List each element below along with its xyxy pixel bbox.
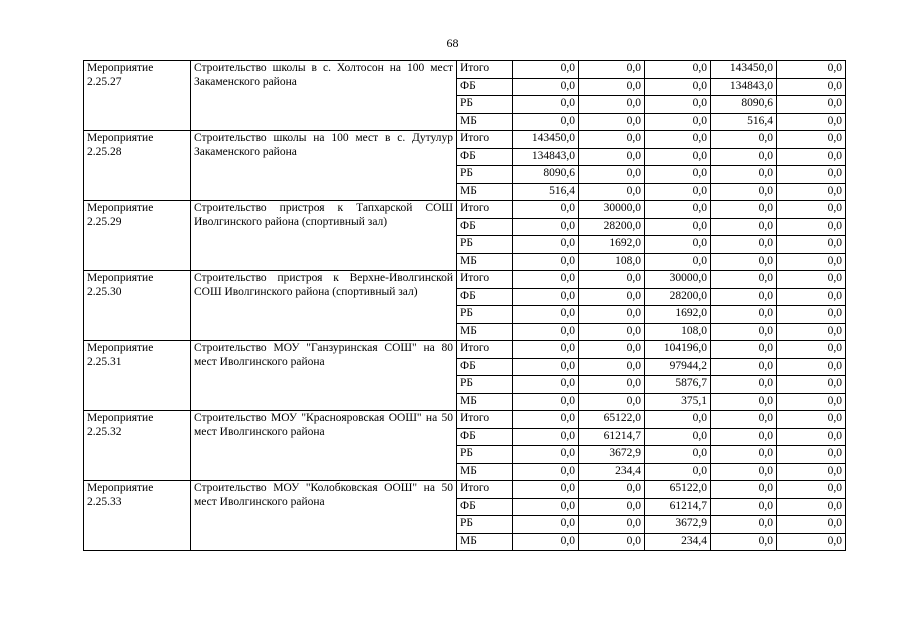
measure-code: Мероприятие 2.25.30 (84, 271, 191, 341)
measure-description: Строительство пристроя к Тапхарской СОШ Иволгинского района (спортивный зал) (191, 201, 457, 271)
amount-cell: 0,0 (777, 306, 846, 324)
measure-code: Мероприятие 2.25.31 (84, 341, 191, 411)
table-row (84, 271, 846, 289)
amount-cell: 0,0 (645, 253, 711, 271)
table-row (84, 411, 846, 429)
measure-description: Строительство МОУ "Краснояровская ООШ" на 50 мест Иволгинского района (191, 411, 457, 481)
funding-source-label: ФБ (457, 358, 513, 376)
funding-source-label: РБ (457, 166, 513, 184)
amount-cell: 0,0 (777, 113, 846, 131)
amount-cell: 61214,7 (645, 498, 711, 516)
amount-cell: 0,0 (645, 463, 711, 481)
amount-cell: 61214,7 (579, 428, 645, 446)
table-row (84, 481, 846, 499)
amount-cell: 0,0 (513, 463, 579, 481)
funding-source-label: ФБ (457, 498, 513, 516)
amount-cell: 0,0 (513, 481, 579, 499)
amount-cell: 0,0 (711, 166, 777, 184)
amount-cell: 0,0 (777, 61, 846, 79)
funding-source-label: Итого (457, 61, 513, 79)
amount-cell: 143450,0 (513, 131, 579, 149)
amount-cell: 0,0 (711, 306, 777, 324)
amount-cell: 0,0 (711, 341, 777, 359)
amount-cell: 0,0 (513, 253, 579, 271)
amount-cell: 108,0 (579, 253, 645, 271)
amount-cell: 0,0 (777, 498, 846, 516)
amount-cell: 0,0 (645, 113, 711, 131)
amount-cell: 0,0 (777, 218, 846, 236)
amount-cell: 0,0 (579, 113, 645, 131)
amount-cell: 0,0 (513, 218, 579, 236)
table-row (84, 131, 846, 149)
amount-cell: 0,0 (645, 166, 711, 184)
amount-cell: 28200,0 (645, 288, 711, 306)
amount-cell: 65122,0 (645, 481, 711, 499)
amount-cell: 0,0 (579, 481, 645, 499)
amount-cell: 0,0 (579, 271, 645, 289)
funding-source-label: МБ (457, 393, 513, 411)
amount-cell: 0,0 (777, 166, 846, 184)
amount-cell: 0,0 (513, 446, 579, 464)
funding-source-label: Итого (457, 411, 513, 429)
amount-cell: 0,0 (777, 271, 846, 289)
amount-cell: 0,0 (513, 201, 579, 219)
amount-cell: 0,0 (645, 96, 711, 114)
amount-cell: 0,0 (645, 236, 711, 254)
funding-source-label: ФБ (457, 288, 513, 306)
amount-cell: 0,0 (513, 498, 579, 516)
funding-source-label: МБ (457, 183, 513, 201)
amount-cell: 0,0 (513, 533, 579, 551)
amount-cell: 0,0 (711, 533, 777, 551)
funding-source-label: РБ (457, 446, 513, 464)
amount-cell: 0,0 (777, 78, 846, 96)
amount-cell: 0,0 (711, 288, 777, 306)
budget-table (83, 60, 846, 551)
amount-cell: 0,0 (777, 323, 846, 341)
amount-cell: 0,0 (777, 393, 846, 411)
amount-cell: 0,0 (777, 516, 846, 534)
amount-cell: 0,0 (711, 218, 777, 236)
amount-cell: 0,0 (777, 201, 846, 219)
amount-cell: 0,0 (579, 78, 645, 96)
funding-source-label: Итого (457, 271, 513, 289)
amount-cell: 0,0 (777, 446, 846, 464)
amount-cell: 0,0 (579, 61, 645, 79)
amount-cell: 0,0 (777, 428, 846, 446)
amount-cell: 0,0 (711, 463, 777, 481)
amount-cell: 0,0 (513, 78, 579, 96)
amount-cell: 0,0 (513, 323, 579, 341)
amount-cell: 0,0 (777, 183, 846, 201)
amount-cell: 0,0 (711, 516, 777, 534)
amount-cell: 0,0 (579, 96, 645, 114)
amount-cell: 0,0 (513, 393, 579, 411)
measure-description: Строительство пристроя к Верхне-Иволгинской СОШ Иволгинского района (спортивный зал) (191, 271, 457, 341)
page-number: 68 (446, 36, 459, 50)
amount-cell: 0,0 (513, 341, 579, 359)
amount-cell: 0,0 (777, 96, 846, 114)
amount-cell: 234,4 (645, 533, 711, 551)
table-row (84, 201, 846, 219)
amount-cell: 0,0 (513, 411, 579, 429)
amount-cell: 0,0 (513, 516, 579, 534)
amount-cell: 0,0 (711, 446, 777, 464)
amount-cell: 0,0 (777, 131, 846, 149)
amount-cell: 0,0 (645, 218, 711, 236)
amount-cell: 134843,0 (513, 148, 579, 166)
amount-cell: 0,0 (777, 533, 846, 551)
measure-description: Строительство школы в с. Холтосон на 100 мест Закаменского района (191, 61, 457, 131)
amount-cell: 0,0 (579, 148, 645, 166)
amount-cell: 143450,0 (711, 61, 777, 79)
funding-source-label: ФБ (457, 78, 513, 96)
amount-cell: 0,0 (645, 446, 711, 464)
amount-cell: 5876,7 (645, 376, 711, 394)
measure-code: Мероприятие 2.25.32 (84, 411, 191, 481)
amount-cell: 0,0 (579, 183, 645, 201)
amount-cell: 30000,0 (579, 201, 645, 219)
amount-cell: 0,0 (579, 498, 645, 516)
funding-source-label: РБ (457, 236, 513, 254)
amount-cell: 0,0 (645, 428, 711, 446)
amount-cell: 97944,2 (645, 358, 711, 376)
amount-cell: 0,0 (711, 236, 777, 254)
amount-cell: 0,0 (513, 288, 579, 306)
amount-cell: 0,0 (711, 131, 777, 149)
amount-cell: 0,0 (645, 148, 711, 166)
amount-cell: 0,0 (645, 183, 711, 201)
amount-cell: 0,0 (777, 341, 846, 359)
amount-cell: 0,0 (777, 481, 846, 499)
amount-cell: 0,0 (513, 96, 579, 114)
amount-cell: 0,0 (711, 253, 777, 271)
amount-cell: 0,0 (711, 148, 777, 166)
amount-cell: 0,0 (579, 516, 645, 534)
funding-source-label: РБ (457, 516, 513, 534)
amount-cell: 0,0 (777, 411, 846, 429)
amount-cell: 0,0 (711, 358, 777, 376)
funding-source-label: РБ (457, 306, 513, 324)
amount-cell: 0,0 (711, 411, 777, 429)
measure-description: Строительство школы на 100 мест в с. Дутулур Закаменского района (191, 131, 457, 201)
amount-cell: 0,0 (777, 463, 846, 481)
amount-cell: 234,4 (579, 463, 645, 481)
funding-source-label: МБ (457, 463, 513, 481)
amount-cell: 516,4 (711, 113, 777, 131)
amount-cell: 0,0 (513, 358, 579, 376)
amount-cell: 0,0 (579, 131, 645, 149)
amount-cell: 0,0 (513, 61, 579, 79)
amount-cell: 0,0 (579, 533, 645, 551)
amount-cell: 0,0 (777, 358, 846, 376)
table-row (84, 61, 846, 79)
amount-cell: 104196,0 (645, 341, 711, 359)
amount-cell: 0,0 (579, 166, 645, 184)
amount-cell: 0,0 (777, 236, 846, 254)
amount-cell: 0,0 (711, 428, 777, 446)
amount-cell: 0,0 (711, 376, 777, 394)
measure-code: Мероприятие 2.25.27 (84, 61, 191, 131)
funding-source-label: РБ (457, 96, 513, 114)
funding-source-label: Итого (457, 131, 513, 149)
amount-cell: 0,0 (513, 236, 579, 254)
amount-cell: 0,0 (513, 306, 579, 324)
measure-code: Мероприятие 2.25.28 (84, 131, 191, 201)
amount-cell: 0,0 (777, 253, 846, 271)
funding-source-label: МБ (457, 253, 513, 271)
measure-code: Мероприятие 2.25.29 (84, 201, 191, 271)
amount-cell: 0,0 (579, 393, 645, 411)
amount-cell: 1692,0 (579, 236, 645, 254)
amount-cell: 0,0 (579, 358, 645, 376)
amount-cell: 0,0 (579, 306, 645, 324)
amount-cell: 0,0 (711, 271, 777, 289)
amount-cell: 134843,0 (711, 78, 777, 96)
funding-source-label: Итого (457, 481, 513, 499)
amount-cell: 0,0 (645, 131, 711, 149)
table-row (84, 341, 846, 359)
amount-cell: 0,0 (645, 78, 711, 96)
amount-cell: 0,0 (645, 61, 711, 79)
funding-source-label: ФБ (457, 428, 513, 446)
amount-cell: 0,0 (579, 376, 645, 394)
amount-cell: 516,4 (513, 183, 579, 201)
amount-cell: 0,0 (579, 323, 645, 341)
funding-source-label: МБ (457, 323, 513, 341)
amount-cell: 0,0 (645, 201, 711, 219)
measure-code: Мероприятие 2.25.33 (84, 481, 191, 551)
amount-cell: 3672,9 (645, 516, 711, 534)
amount-cell: 0,0 (513, 428, 579, 446)
amount-cell: 0,0 (777, 376, 846, 394)
amount-cell: 1692,0 (645, 306, 711, 324)
amount-cell: 0,0 (711, 498, 777, 516)
amount-cell: 0,0 (513, 113, 579, 131)
amount-cell: 0,0 (513, 271, 579, 289)
funding-source-label: МБ (457, 533, 513, 551)
amount-cell: 3672,9 (579, 446, 645, 464)
amount-cell: 0,0 (711, 201, 777, 219)
amount-cell: 28200,0 (579, 218, 645, 236)
funding-source-label: РБ (457, 376, 513, 394)
amount-cell: 30000,0 (645, 271, 711, 289)
amount-cell: 0,0 (711, 183, 777, 201)
funding-source-label: Итого (457, 341, 513, 359)
amount-cell: 0,0 (579, 341, 645, 359)
amount-cell: 0,0 (711, 323, 777, 341)
amount-cell: 0,0 (711, 393, 777, 411)
amount-cell: 8090,6 (711, 96, 777, 114)
amount-cell: 65122,0 (579, 411, 645, 429)
measure-description: Строительство МОУ "Колобковская ООШ" на 50 мест Иволгинского района (191, 481, 457, 551)
funding-source-label: ФБ (457, 218, 513, 236)
amount-cell: 0,0 (777, 148, 846, 166)
amount-cell: 0,0 (777, 288, 846, 306)
funding-source-label: МБ (457, 113, 513, 131)
amount-cell: 0,0 (711, 481, 777, 499)
amount-cell: 0,0 (645, 411, 711, 429)
amount-cell: 0,0 (579, 288, 645, 306)
funding-source-label: Итого (457, 201, 513, 219)
measure-description: Строительство МОУ "Ганзуринская СОШ" на 80 мест Иволгинского района (191, 341, 457, 411)
amount-cell: 375,1 (645, 393, 711, 411)
amount-cell: 8090,6 (513, 166, 579, 184)
amount-cell: 108,0 (645, 323, 711, 341)
amount-cell: 0,0 (513, 376, 579, 394)
funding-source-label: ФБ (457, 148, 513, 166)
